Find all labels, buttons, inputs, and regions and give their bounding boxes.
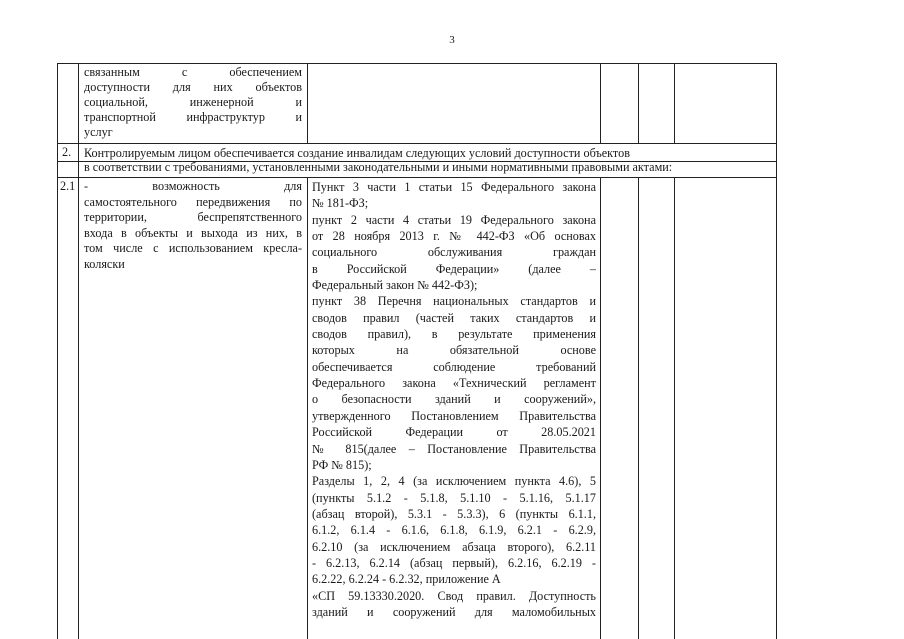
text-line: - 6.2.13, 6.2.14 (абзац первый), 6.2.16, 6.2.19 - xyxy=(312,555,596,570)
text-line: доступности для них объектов xyxy=(84,80,302,94)
text-line: входа в объекты и выхода из них, в xyxy=(84,225,302,240)
text-line: коляски xyxy=(84,256,125,271)
text-line: Пункт 3 части 1 статьи 15 Федерального закона xyxy=(312,180,596,194)
text-line: 6.1.2, 6.1.4 - 6.1.6, 6.1.8, 6.1.9, 6.2.1 - 6.2.9, xyxy=(312,523,596,538)
text-line: «СП 59.13330.2020. Свод правил. Доступность xyxy=(312,588,596,603)
section-2-heading xyxy=(84,146,774,174)
text-line: 6.2.22, 6.2.24 - 6.2.32, приложение А xyxy=(312,572,501,587)
row-2-1-requirement-cell xyxy=(84,179,302,273)
text-line: сводов правил (частей таких стандартов и xyxy=(312,310,596,325)
text-line: Разделы 1, 2, 4 (за исключением пункта 4.6), 5 xyxy=(312,474,596,489)
text-line: территории, беспрепятственного xyxy=(84,210,302,225)
section-2-heading-line: Контролируемым лицом обеспечивается создание инвалидам следующих условий доступности объектов xyxy=(84,146,630,160)
text-line: самостоятельного передвижения по xyxy=(84,194,302,209)
text-line: обеспечивается соблюдение требований xyxy=(312,359,596,374)
text-line: РФ № 815); xyxy=(312,457,372,472)
row-2-1-number: 2.1 xyxy=(60,179,76,193)
text-line: зданий и сооружений для маломобильных xyxy=(312,604,596,619)
text-line: пункт 38 Перечня национальных стандартов и xyxy=(312,294,596,309)
text-line: социальной, инженерной и xyxy=(84,95,302,109)
text-line: № 181-ФЗ; xyxy=(312,196,369,211)
text-line: услуг xyxy=(84,125,113,139)
row-2-1-legal-reference-cell xyxy=(312,179,596,620)
text-line: Федерального закона «Технический регламент xyxy=(312,376,596,391)
section-2-heading-line: в соответствии с требованиями, установленными законодательными и иными нормативными правовыми актами: xyxy=(84,160,673,174)
text-line: транспортной инфраструктур и xyxy=(84,110,302,124)
continuation-requirement-cell xyxy=(84,65,302,140)
section-2-number: 2. xyxy=(62,145,72,159)
text-line: о безопасности зданий и сооружений», xyxy=(312,392,596,407)
text-line: которых на обязательной основе xyxy=(312,343,596,358)
text-line: от 28 ноября 2013 г. № 442-ФЗ «Об основах xyxy=(312,229,596,244)
text-line: 6.2.10 (за исключением абзаца второго), 6.2.11 xyxy=(312,539,596,554)
text-line: № 815(далее – Постановление Правительства xyxy=(312,441,596,456)
text-line: (абзац второй), 5.3.1 - 5.3.3), 6 (пункты 6.1.1, xyxy=(312,506,596,521)
text-line: Российской Федерации от 28.05.2021 xyxy=(312,425,596,440)
text-line: утвержденного Постановлением Правительства xyxy=(312,408,596,423)
text-line: сводов правил), в результате применения xyxy=(312,327,596,342)
text-line: в Российской Федерации» (далее – xyxy=(312,261,596,276)
text-line: Федеральный закон № 442-ФЗ); xyxy=(312,278,478,293)
text-line: (пункты 5.1.2 - 5.1.8, 5.1.10 - 5.1.16, 5.1.17 xyxy=(312,490,596,505)
page-number: 3 xyxy=(449,34,455,46)
text-line: том числе с использованием кресла- xyxy=(84,241,302,256)
text-line: социального обслуживания граждан xyxy=(312,245,596,260)
text-line: пункт 2 части 4 статьи 19 Федерального закона xyxy=(312,212,596,227)
text-line: связанным с обеспечением xyxy=(84,65,302,79)
text-line: - возможность для xyxy=(84,179,302,193)
